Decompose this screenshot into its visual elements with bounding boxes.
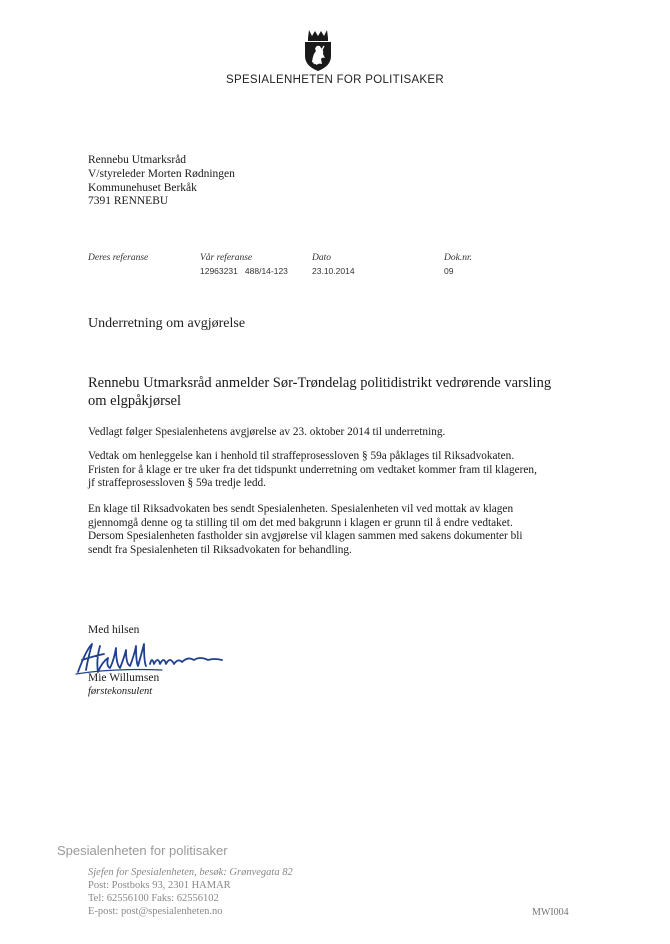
address-line: 7391 RENNEBU xyxy=(88,195,169,208)
paragraph-line: sendt fra Spesialenheten til Riksadvokaten for behandling. xyxy=(88,543,352,556)
var-referanse-value: 12963231 488/14-123 xyxy=(200,266,288,276)
address-line: Rennebu Utmarksråd xyxy=(88,154,187,166)
letter-subject: Underretning om avgjørelse xyxy=(88,316,246,331)
dato-value: 23.10.2014 xyxy=(312,266,355,276)
signer-name: Mie Willumsen xyxy=(88,672,160,684)
coat-of-arms-icon xyxy=(300,28,336,72)
paragraph-line: Dersom Spesialenheten fastholder sin avgjørelse vil klagen sammen med sakens dokumenter bli xyxy=(88,530,523,542)
address-line: V/styreleder Morten Rødningen xyxy=(88,167,235,180)
paragraph-line: En klage til Riksadvokaten bes sendt Spesialenheten. Spesialenheten vil ved mottak av klagen xyxy=(88,503,514,515)
paragraph-line: Vedlagt følger Spesialenhetens avgjørelse av 23. oktober 2014 til underretning. xyxy=(88,426,446,438)
paragraph-line: Vedtak om henleggelse kan i henhold til straffeprosessloven § 59a påklages til Riksadvokaten. xyxy=(88,450,515,462)
footer-contact xyxy=(88,866,293,918)
closing-greeting: Med hilsen xyxy=(88,624,140,636)
var-referanse-label: Vår referanse xyxy=(200,253,253,263)
deres-referanse-label: Deres referanse xyxy=(88,253,149,263)
case-heading: Rennebu Utmarksråd anmelder Sør-Trøndelag politidistrikt vedrørende varsling om elgpåkjørsel xyxy=(88,375,552,409)
doknr-label: Dok.nr. xyxy=(444,253,472,263)
footer-organization: Spesialenheten for politisaker xyxy=(57,843,228,858)
footer-visit-address: Sjefen for Spesialenheten, besøk: Grønvegata 82 xyxy=(88,867,293,878)
signer-title: førstekonsulent xyxy=(88,686,153,697)
recipient-address xyxy=(88,154,235,209)
footer-post-address: Post: Postboks 93, 2301 HAMAR xyxy=(88,880,231,891)
footer-phone: Tel: 62556100 Faks: 62556102 xyxy=(88,893,219,904)
paragraph-appeal-right xyxy=(88,450,588,491)
paragraph-line: jf straffeprosessloven § 59a tredje ledd. xyxy=(88,477,266,489)
paragraph-line: Fristen for å klage er tre uker fra det tidspunkt underretning om vedtaket kommer fram til klageren, xyxy=(88,463,537,476)
dato-label: Dato xyxy=(312,253,331,263)
paragraph-attachment xyxy=(88,426,588,440)
organization-name: SPESIALENHETEN FOR POLITISAKER xyxy=(226,74,444,86)
doknr-value: 09 xyxy=(444,266,454,276)
paragraph-line: gjennomgå denne og ta stilling til om det med bakgrunn i klagen er grunn til å endre vedtaket. xyxy=(88,516,513,529)
address-line: Kommunehuset Berkåk xyxy=(88,181,197,194)
footer-email: E-post: post@spesialenheten.no xyxy=(88,906,223,917)
document-id: MWI004 xyxy=(532,907,569,918)
paragraph-appeal-procedure xyxy=(88,503,588,557)
